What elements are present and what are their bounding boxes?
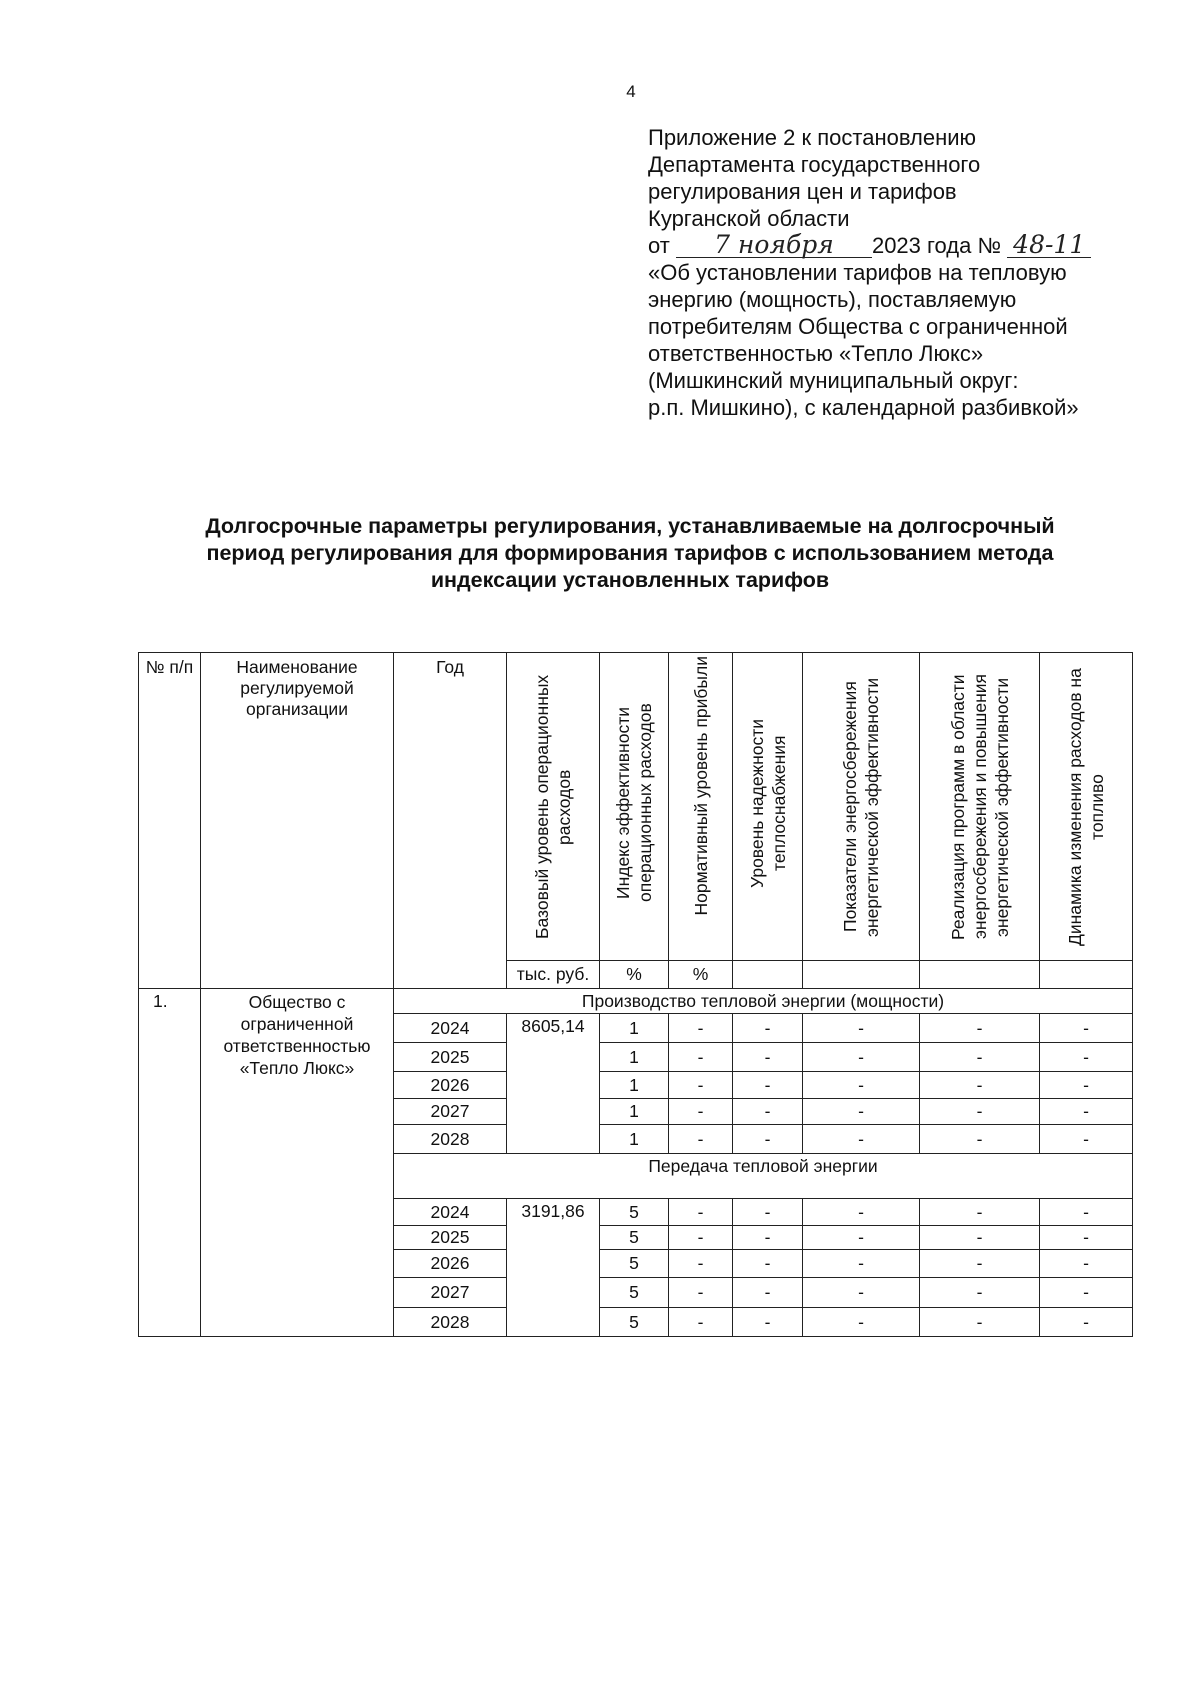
year-cell: 2024 — [394, 1014, 507, 1043]
normative-profit-cell: - — [669, 1308, 733, 1337]
header-normative-profit — [669, 653, 733, 961]
handwritten-date: 7 ноября — [676, 233, 872, 258]
fuel-dynamics-cell: - — [1040, 1099, 1133, 1125]
header-year: Год — [394, 653, 507, 989]
unit-base-level: тыс. руб. — [507, 961, 600, 989]
header-efficiency-index-text: Индекс эффективности операционных расходов — [613, 703, 655, 902]
year-cell: 2027 — [394, 1099, 507, 1125]
programs-cell: - — [920, 1014, 1040, 1043]
year-cell: 2025 — [394, 1226, 507, 1250]
programs-cell: - — [920, 1043, 1040, 1072]
appendix-subject-line: «Об установлении тарифов на тепловую — [648, 260, 1067, 285]
header-fuel-dynamics — [1040, 653, 1133, 961]
programs-cell: - — [920, 1199, 1040, 1226]
energy-saving-cell: - — [803, 1043, 920, 1072]
programs-cell: - — [920, 1072, 1040, 1099]
efficiency-index-cell: 1 — [600, 1043, 669, 1072]
appendix-line: регулирования цен и тарифов — [648, 179, 957, 204]
normative-profit-cell: - — [669, 1099, 733, 1125]
fuel-dynamics-cell: - — [1040, 1308, 1133, 1337]
efficiency-index-cell: 5 — [600, 1250, 669, 1278]
programs-cell: - — [920, 1250, 1040, 1278]
fuel-dynamics-cell: - — [1040, 1014, 1133, 1043]
reliability-cell: - — [733, 1199, 803, 1226]
normative-profit-cell: - — [669, 1278, 733, 1308]
year-text: 2023 года № — [871, 233, 1002, 258]
organization-name: Общество с ограниченной ответственностью «Тепло Люкс» — [201, 989, 394, 1337]
header-reliability — [733, 653, 803, 961]
section-row — [139, 989, 1133, 1014]
header-base-level-text: Базовый уровень операционных расходов — [532, 674, 574, 939]
appendix-subject-line: энергию (мощность), поставляемую — [648, 287, 1017, 312]
year-cell: 2026 — [394, 1250, 507, 1278]
appendix-line: Приложение 2 к постановлению — [648, 125, 977, 150]
fuel-dynamics-cell: - — [1040, 1278, 1133, 1308]
year-cell: 2028 — [394, 1308, 507, 1337]
energy-saving-cell: - — [803, 1199, 920, 1226]
fuel-dynamics-cell: - — [1040, 1250, 1133, 1278]
fuel-dynamics-cell: - — [1040, 1125, 1133, 1154]
document-title — [130, 513, 1130, 594]
efficiency-index-cell: 1 — [600, 1072, 669, 1099]
reliability-cell: - — [733, 1278, 803, 1308]
normative-profit-cell: - — [669, 1250, 733, 1278]
section-label: Передача тепловой энергии — [394, 1154, 1133, 1199]
title-line: период регулирования для формирования тарифов с использованием метода — [206, 541, 1054, 565]
normative-profit-cell: - — [669, 1072, 733, 1099]
normative-profit-cell: - — [669, 1199, 733, 1226]
energy-saving-cell: - — [803, 1125, 920, 1154]
header-energy-saving — [803, 653, 920, 961]
unit-empty — [803, 961, 920, 989]
section-label: Производство тепловой энергии (мощности) — [394, 989, 1133, 1014]
appendix-subject-line: ответственностью «Тепло Люкс» — [648, 341, 984, 366]
fuel-dynamics-cell: - — [1040, 1072, 1133, 1099]
header-fuel-dynamics-text: Динамика изменения расходов на топливо — [1065, 667, 1107, 946]
header-programs-text: Реализация программ в области энергосбережения и повышения энергетической эффективности — [947, 673, 1012, 940]
appendix-date-line — [648, 232, 1138, 259]
unit-empty — [1040, 961, 1133, 989]
header-num: № п/п — [139, 653, 201, 989]
fuel-dynamics-cell: - — [1040, 1226, 1133, 1250]
appendix-line: Департамента государственного — [648, 152, 981, 177]
appendix-subject-line: потребителям Общества с ограниченной — [648, 314, 1068, 339]
header-programs — [920, 653, 1040, 961]
programs-cell: - — [920, 1308, 1040, 1337]
year-cell: 2027 — [394, 1278, 507, 1308]
programs-cell: - — [920, 1278, 1040, 1308]
appendix-block — [648, 124, 1138, 421]
energy-saving-cell: - — [803, 1099, 920, 1125]
unit-normative-profit: % — [669, 961, 733, 989]
reliability-cell: - — [733, 1043, 803, 1072]
fuel-dynamics-cell: - — [1040, 1199, 1133, 1226]
unit-empty — [920, 961, 1040, 989]
reliability-cell: - — [733, 1125, 803, 1154]
reliability-cell: - — [733, 1250, 803, 1278]
parameters-table — [138, 652, 1133, 1337]
appendix-subject-line: (Мишкинский муниципальный округ: — [648, 368, 1019, 393]
reliability-cell: - — [733, 1072, 803, 1099]
reliability-cell: - — [733, 1099, 803, 1125]
base-level-value: 8605,14 — [507, 1014, 600, 1154]
programs-cell: - — [920, 1125, 1040, 1154]
header-energy-saving-text: Показатели энергосбережения энергетической эффективности — [840, 676, 882, 937]
base-level-value: 3191,86 — [507, 1199, 600, 1337]
energy-saving-cell: - — [803, 1308, 920, 1337]
energy-saving-cell: - — [803, 1072, 920, 1099]
normative-profit-cell: - — [669, 1014, 733, 1043]
appendix-subject-line: р.п. Мишкино), с календарной разбивкой» — [648, 395, 1079, 420]
efficiency-index-cell: 1 — [600, 1014, 669, 1043]
energy-saving-cell: - — [803, 1250, 920, 1278]
date-prefix: от — [648, 233, 670, 258]
fuel-dynamics-cell: - — [1040, 1043, 1133, 1072]
title-line: Долгосрочные параметры регулирования, устанавливаемые на долгосрочный — [205, 514, 1055, 538]
programs-cell: - — [920, 1099, 1040, 1125]
year-cell: 2025 — [394, 1043, 507, 1072]
programs-cell: - — [920, 1226, 1040, 1250]
normative-profit-cell: - — [669, 1226, 733, 1250]
unit-efficiency-index: % — [600, 961, 669, 989]
efficiency-index-cell: 5 — [600, 1308, 669, 1337]
efficiency-index-cell: 5 — [600, 1278, 669, 1308]
year-cell: 2028 — [394, 1125, 507, 1154]
year-cell: 2026 — [394, 1072, 507, 1099]
header-normative-profit-text: Нормативный уровень прибыли — [690, 655, 711, 916]
normative-profit-cell: - — [669, 1043, 733, 1072]
page-number: 4 — [626, 82, 636, 101]
energy-saving-cell: - — [803, 1226, 920, 1250]
reliability-cell: - — [733, 1226, 803, 1250]
year-cell: 2024 — [394, 1199, 507, 1226]
row-number: 1. — [139, 989, 201, 1337]
normative-profit-cell: - — [669, 1125, 733, 1154]
efficiency-index-cell: 1 — [600, 1099, 669, 1125]
energy-saving-cell: - — [803, 1014, 920, 1043]
header-base-level — [507, 653, 600, 961]
handwritten-number: 48-11 — [1007, 233, 1091, 258]
header-efficiency-index — [600, 653, 669, 961]
reliability-cell: - — [733, 1014, 803, 1043]
title-line: индексации установленных тарифов — [430, 568, 830, 592]
efficiency-index-cell: 5 — [600, 1226, 669, 1250]
efficiency-index-cell: 5 — [600, 1199, 669, 1226]
energy-saving-cell: - — [803, 1278, 920, 1308]
header-row — [139, 653, 1133, 961]
header-organization: Наименование регулируемой организации — [201, 653, 394, 989]
appendix-line: Курганской области — [648, 206, 850, 231]
reliability-cell: - — [733, 1308, 803, 1337]
unit-empty — [733, 961, 803, 989]
efficiency-index-cell: 1 — [600, 1125, 669, 1154]
header-reliability-text: Уровень надежности теплоснабжения — [746, 717, 789, 888]
